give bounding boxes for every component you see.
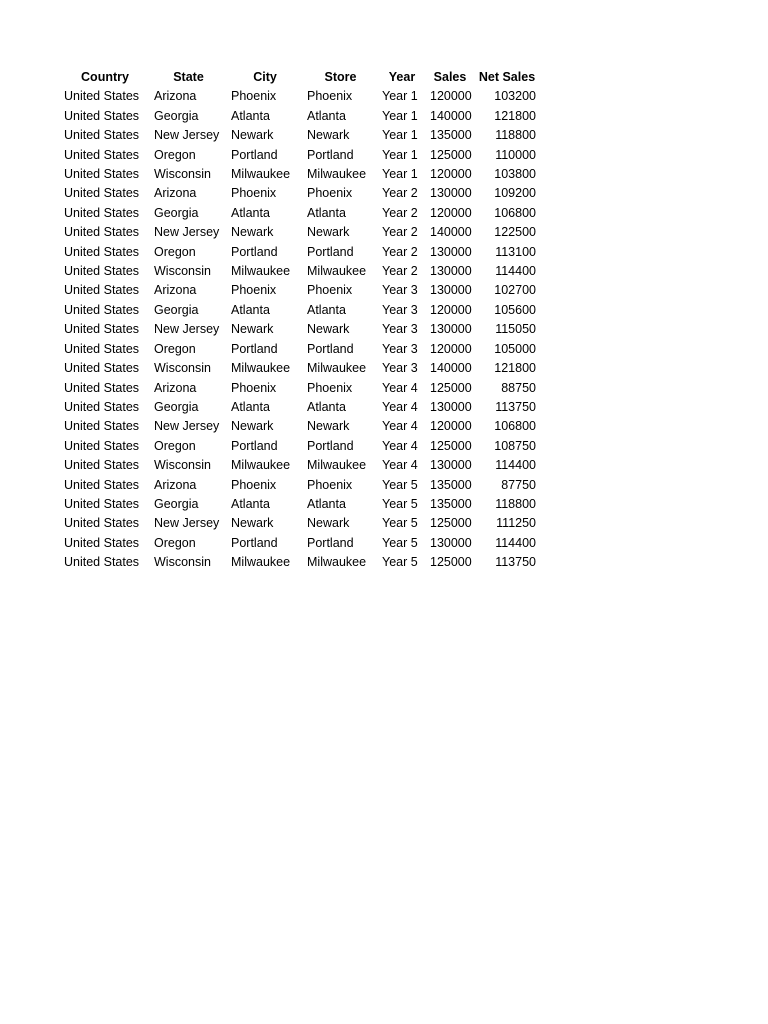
cell-state: New Jersey — [154, 516, 220, 531]
cell-city: Newark — [231, 419, 274, 434]
cell-sales: 135000 — [430, 477, 472, 492]
cell-year: Year 1 — [382, 147, 418, 162]
cell-state: Georgia — [154, 205, 199, 220]
cell-store: Portland — [307, 438, 354, 453]
cell-year: Year 1 — [382, 128, 418, 143]
table-row — [60, 495, 540, 514]
cell-country: United States — [64, 477, 140, 492]
cell-sales: 130000 — [430, 322, 472, 337]
cell-store: Phoenix — [307, 380, 353, 395]
cell-store: Phoenix — [307, 477, 353, 492]
cell-state: Arizona — [154, 380, 197, 395]
cell-year: Year 5 — [382, 555, 418, 570]
cell-net-sales: 109200 — [494, 186, 536, 201]
column-header-city: City — [253, 70, 277, 84]
sales-table — [60, 68, 540, 573]
cell-store: Phoenix — [307, 283, 353, 298]
cell-country: United States — [64, 399, 140, 414]
cell-country: United States — [64, 380, 140, 395]
cell-country: United States — [64, 205, 140, 220]
table-row — [60, 165, 540, 184]
cell-store: Portland — [307, 147, 354, 162]
cell-year: Year 2 — [382, 225, 418, 240]
table-row — [60, 379, 540, 398]
cell-store: Atlanta — [307, 302, 346, 317]
cell-net-sales: 106800 — [494, 205, 536, 220]
cell-state: Georgia — [154, 302, 199, 317]
cell-store: Newark — [307, 419, 350, 434]
cell-store: Milwaukee — [307, 264, 367, 279]
column-header-store: Store — [324, 70, 357, 84]
cell-state: Georgia — [154, 496, 199, 511]
cell-store: Newark — [307, 322, 350, 337]
cell-net-sales: 106800 — [494, 419, 536, 434]
cell-year: Year 4 — [382, 399, 418, 414]
cell-sales: 120000 — [430, 419, 472, 434]
cell-country: United States — [64, 322, 140, 337]
cell-year: Year 3 — [382, 341, 418, 356]
cell-sales: 140000 — [430, 108, 472, 123]
cell-year: Year 4 — [382, 419, 418, 434]
table-row — [60, 534, 540, 553]
cell-state: Georgia — [154, 108, 199, 123]
cell-sales: 125000 — [430, 516, 472, 531]
cell-city: Phoenix — [231, 89, 277, 104]
table-row — [60, 320, 540, 339]
cell-state: Wisconsin — [154, 458, 211, 473]
cell-year: Year 5 — [382, 535, 418, 550]
cell-year: Year 2 — [382, 244, 418, 259]
cell-store: Atlanta — [307, 496, 346, 511]
column-header-state: State — [173, 70, 204, 84]
cell-sales: 140000 — [430, 225, 472, 240]
cell-city: Portland — [231, 147, 278, 162]
cell-sales: 130000 — [430, 399, 472, 414]
cell-country: United States — [64, 555, 140, 570]
cell-city: Atlanta — [231, 496, 270, 511]
table-row — [60, 359, 540, 378]
cell-country: United States — [64, 89, 140, 104]
cell-state: Wisconsin — [154, 264, 211, 279]
cell-state: New Jersey — [154, 322, 220, 337]
table-row — [60, 476, 540, 495]
cell-sales: 120000 — [430, 341, 472, 356]
cell-city: Milwaukee — [231, 264, 291, 279]
table-row — [60, 126, 540, 145]
cell-city: Portland — [231, 535, 278, 550]
table-row — [60, 301, 540, 320]
cell-year: Year 5 — [382, 516, 418, 531]
cell-state: Arizona — [154, 477, 197, 492]
cell-net-sales: 113750 — [495, 399, 536, 414]
table-row — [60, 514, 540, 533]
cell-year: Year 1 — [382, 167, 418, 182]
cell-city: Newark — [231, 322, 274, 337]
table-row — [60, 223, 540, 242]
cell-city: Phoenix — [231, 380, 277, 395]
cell-year: Year 1 — [382, 89, 418, 104]
header-row — [60, 68, 540, 87]
cell-state: New Jersey — [154, 225, 220, 240]
cell-year: Year 3 — [382, 361, 418, 376]
cell-country: United States — [64, 147, 140, 162]
cell-year: Year 3 — [382, 322, 418, 337]
cell-state: Oregon — [154, 438, 196, 453]
cell-state: Wisconsin — [154, 555, 211, 570]
cell-state: Arizona — [154, 283, 197, 298]
column-header-year: Year — [388, 70, 416, 84]
sales-sheet — [60, 68, 540, 573]
cell-net-sales: 118800 — [495, 496, 536, 511]
cell-city: Newark — [231, 225, 274, 240]
cell-city: Portland — [231, 244, 278, 259]
table-row — [60, 204, 540, 223]
column-header-country: Country — [81, 70, 129, 84]
cell-year: Year 5 — [382, 477, 418, 492]
cell-sales: 130000 — [430, 264, 472, 279]
cell-year: Year 4 — [382, 380, 418, 395]
cell-net-sales: 114400 — [495, 535, 536, 550]
cell-store: Phoenix — [307, 186, 353, 201]
cell-sales: 120000 — [430, 167, 472, 182]
cell-city: Newark — [231, 516, 274, 531]
cell-net-sales: 87750 — [501, 477, 536, 492]
cell-sales: 135000 — [430, 496, 472, 511]
cell-year: Year 5 — [382, 496, 418, 511]
cell-state: Oregon — [154, 244, 196, 259]
cell-store: Newark — [307, 225, 350, 240]
cell-city: Atlanta — [231, 205, 270, 220]
cell-country: United States — [64, 264, 140, 279]
cell-year: Year 3 — [382, 302, 418, 317]
cell-city: Milwaukee — [231, 555, 291, 570]
cell-store: Newark — [307, 516, 350, 531]
table-row — [60, 398, 540, 417]
cell-net-sales: 114400 — [495, 264, 536, 279]
table-row — [60, 146, 540, 165]
cell-year: Year 2 — [382, 205, 418, 220]
cell-country: United States — [64, 128, 140, 143]
cell-net-sales: 105000 — [494, 341, 536, 356]
cell-city: Milwaukee — [231, 167, 291, 182]
cell-country: United States — [64, 419, 140, 434]
cell-sales: 135000 — [430, 128, 472, 143]
cell-store: Milwaukee — [307, 458, 367, 473]
cell-sales: 120000 — [430, 302, 472, 317]
cell-store: Portland — [307, 341, 354, 356]
table-body — [60, 87, 540, 572]
cell-country: United States — [64, 108, 140, 123]
table-row — [60, 262, 540, 281]
cell-net-sales: 115050 — [495, 322, 536, 337]
cell-net-sales: 105600 — [494, 302, 536, 317]
cell-city: Milwaukee — [231, 361, 291, 376]
column-header-sales: Sales — [433, 70, 467, 84]
cell-city: Milwaukee — [231, 458, 291, 473]
cell-country: United States — [64, 438, 140, 453]
cell-net-sales: 108750 — [494, 438, 536, 453]
cell-year: Year 4 — [382, 458, 418, 473]
cell-net-sales: 121800 — [494, 361, 536, 376]
cell-year: Year 3 — [382, 283, 418, 298]
cell-country: United States — [64, 458, 140, 473]
cell-sales: 130000 — [430, 458, 472, 473]
cell-net-sales: 113100 — [495, 244, 536, 259]
cell-store: Milwaukee — [307, 361, 367, 376]
cell-sales: 125000 — [430, 380, 472, 395]
cell-country: United States — [64, 496, 140, 511]
cell-sales: 140000 — [430, 361, 472, 376]
cell-country: United States — [64, 283, 140, 298]
cell-sales: 125000 — [430, 147, 472, 162]
cell-country: United States — [64, 244, 140, 259]
cell-country: United States — [64, 167, 140, 182]
cell-store: Milwaukee — [307, 167, 367, 182]
cell-sales: 130000 — [430, 244, 472, 259]
cell-state: New Jersey — [154, 419, 220, 434]
cell-net-sales: 102700 — [494, 283, 536, 298]
cell-year: Year 2 — [382, 264, 418, 279]
cell-net-sales: 88750 — [501, 380, 536, 395]
cell-store: Phoenix — [307, 89, 353, 104]
table-row — [60, 107, 540, 126]
cell-sales: 120000 — [430, 205, 472, 220]
cell-store: Newark — [307, 128, 350, 143]
cell-city: Atlanta — [231, 108, 270, 123]
cell-store: Portland — [307, 535, 354, 550]
cell-sales: 125000 — [430, 555, 472, 570]
cell-net-sales: 110000 — [495, 147, 536, 162]
cell-city: Phoenix — [231, 186, 277, 201]
table-row — [60, 340, 540, 359]
cell-state: Wisconsin — [154, 167, 211, 182]
cell-state: Oregon — [154, 147, 196, 162]
cell-sales: 125000 — [430, 438, 472, 453]
cell-store: Atlanta — [307, 205, 346, 220]
cell-store: Milwaukee — [307, 555, 367, 570]
cell-state: Arizona — [154, 89, 197, 104]
cell-sales: 130000 — [430, 186, 472, 201]
table-row — [60, 437, 540, 456]
cell-net-sales: 113750 — [495, 555, 536, 570]
cell-store: Atlanta — [307, 399, 346, 414]
column-header-net-sales: Net Sales — [478, 70, 536, 84]
cell-year: Year 2 — [382, 186, 418, 201]
cell-country: United States — [64, 361, 140, 376]
cell-state: Arizona — [154, 186, 197, 201]
cell-year: Year 1 — [382, 108, 418, 123]
cell-net-sales: 114400 — [495, 458, 536, 473]
cell-state: New Jersey — [154, 128, 220, 143]
cell-net-sales: 103800 — [494, 167, 536, 182]
cell-net-sales: 118800 — [495, 128, 536, 143]
cell-net-sales: 121800 — [494, 108, 536, 123]
cell-city: Phoenix — [231, 477, 277, 492]
table-row — [60, 553, 540, 572]
table-row — [60, 456, 540, 475]
cell-country: United States — [64, 535, 140, 550]
cell-store: Atlanta — [307, 108, 346, 123]
cell-country: United States — [64, 186, 140, 201]
cell-state: Oregon — [154, 341, 196, 356]
cell-country: United States — [64, 341, 140, 356]
cell-state: Wisconsin — [154, 361, 211, 376]
table-row — [60, 184, 540, 203]
cell-city: Atlanta — [231, 399, 270, 414]
cell-country: United States — [64, 302, 140, 317]
cell-net-sales: 122500 — [494, 225, 536, 240]
cell-city: Atlanta — [231, 302, 270, 317]
cell-state: Oregon — [154, 535, 196, 550]
cell-state: Georgia — [154, 399, 199, 414]
cell-sales: 130000 — [430, 535, 472, 550]
cell-city: Phoenix — [231, 283, 277, 298]
cell-city: Portland — [231, 341, 278, 356]
cell-country: United States — [64, 516, 140, 531]
table-row — [60, 87, 540, 106]
table-row — [60, 417, 540, 436]
cell-city: Portland — [231, 438, 278, 453]
cell-net-sales: 111250 — [496, 516, 536, 531]
cell-country: United States — [64, 225, 140, 240]
cell-sales: 130000 — [430, 283, 472, 298]
cell-net-sales: 103200 — [494, 89, 536, 104]
table-row — [60, 243, 540, 262]
cell-year: Year 4 — [382, 438, 418, 453]
cell-store: Portland — [307, 244, 354, 259]
cell-sales: 120000 — [430, 89, 472, 104]
table-row — [60, 281, 540, 300]
cell-city: Newark — [231, 128, 274, 143]
